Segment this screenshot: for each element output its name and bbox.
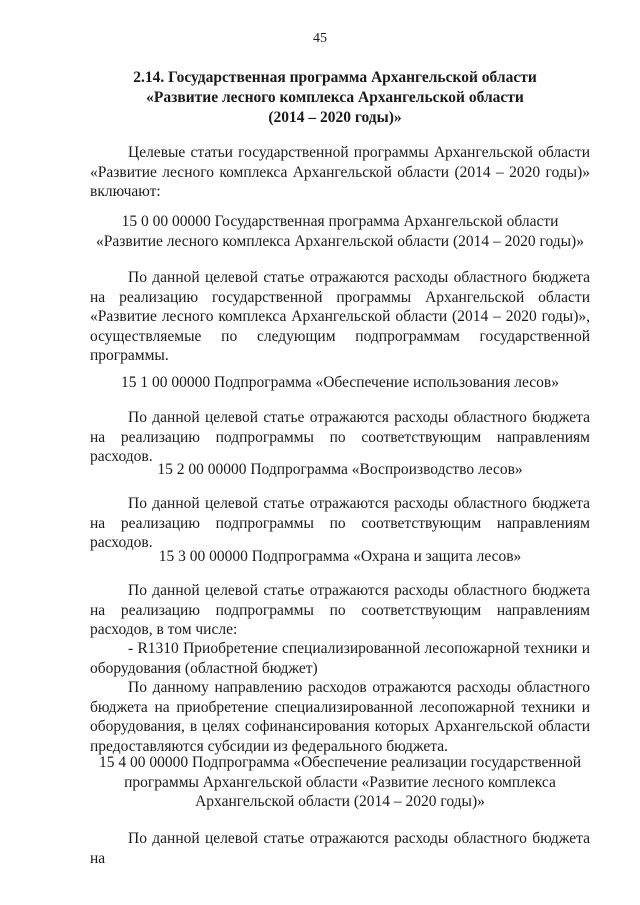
program-code-line-2: «Развитие лесного комплекса Архангельской области (2014 – 2020 годы)» (96, 232, 584, 250)
heading-line-1: 2.14. Государственная программа Архангельской области (133, 69, 537, 86)
subprogram-4-line-1: 15 4 00 00000 Подпрограмма «Обеспечение реализации государственной (98, 754, 582, 771)
subprogram-4-line-2: программы Архангельской области «Развитие лесного комплекса (124, 773, 556, 791)
program-code (90, 212, 590, 251)
heading-line-2: «Развитие лесного комплекса Архангельской области (146, 89, 524, 106)
subprogram-4-code (80, 753, 600, 812)
subprogram-3-code: 15 3 00 00000 Подпрограмма «Охрана и защита лесов» (158, 548, 522, 565)
subprogram-3-description: По данной целевой статье отражаются расходы областного бюджета на реализацию подпрограммы по соответствующим направлениям расходов, в том числе: (90, 582, 590, 638)
heading-line-3: (2014 – 2020 годы)» (268, 109, 402, 126)
subprogram-3-item-description: По данному направлению расходов отражаются расходы областного бюджета на приобретение специализированной лесопожарной техники и оборудования, в целях софинансирования которых Архангельской области предоставляются субсидии из федерального бюджета. (90, 679, 590, 755)
program-code-line-1: 15 0 00 00000 Государственная программа Архангельской области (121, 213, 559, 230)
page-number: 45 (313, 31, 327, 46)
subprogram-3-item: - R1310 Приобретение специализированной лесопожарной техники и оборудования (областной бюджет) (90, 640, 590, 677)
intro-paragraph: Целевые статьи государственной программы Архангельской области «Развитие лесного комплекса Архангельской области (2014 – 2020 годы)» включают: (90, 144, 590, 200)
subprogram-2-description: По данной целевой статье отражаются расходы областного бюджета на реализацию подпрограммы по соответствующим направлениям расходов. (90, 495, 590, 551)
section-heading (70, 68, 600, 128)
final-paragraph: По данной целевой статье отражаются расходы областного бюджета на (90, 830, 590, 867)
subprogram-1-description: По данной целевой статье отражаются расходы областного бюджета на реализацию подпрограммы по соответствующим направлениям расходов. (90, 409, 590, 465)
subprogram-4-line-3: Архангельской области (2014 – 2020 годы)» (195, 793, 485, 810)
subprogram-1-code: 15 1 00 00000 Подпрограмма «Обеспечение использования лесов» (121, 374, 559, 391)
subprogram-2-code: 15 2 00 00000 Подпрограмма «Воспроизводство лесов» (157, 461, 523, 478)
program-description: По данной целевой статье отражаются расходы областного бюджета на реализацию государственной программы Архангельской области «Развитие лесного комплекса Архангельской области (2014 – 2020 годы)», осуществляемые по следующим подпрограммам государственной программы. (90, 269, 590, 364)
